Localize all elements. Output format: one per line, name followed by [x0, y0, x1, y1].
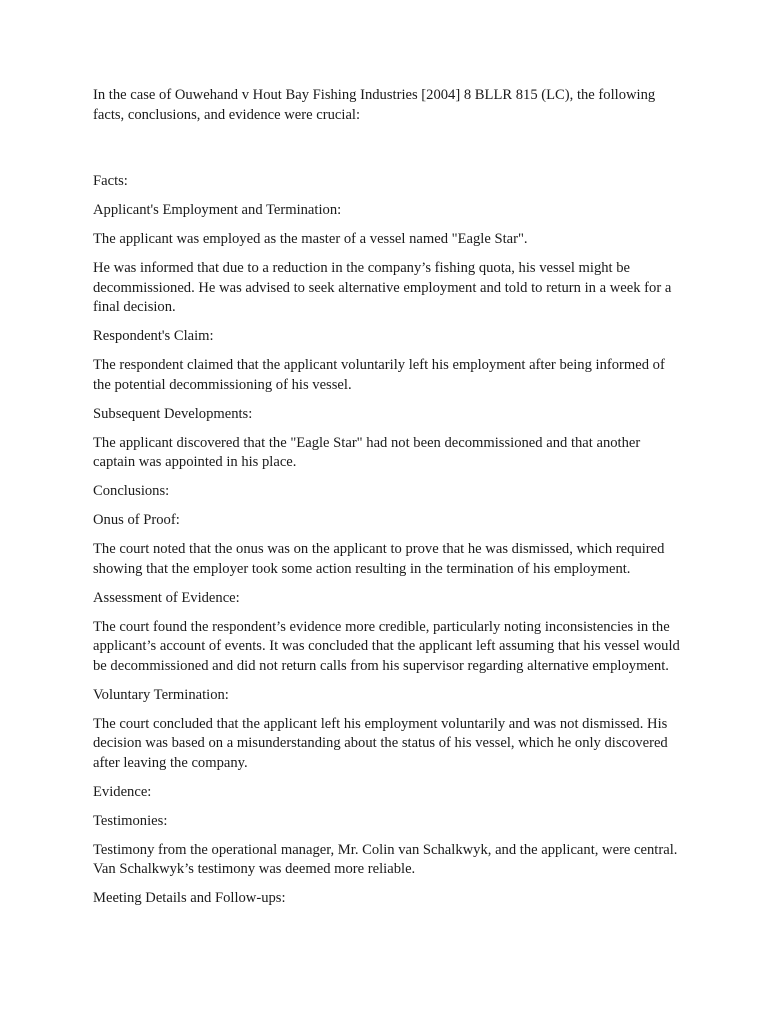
- section-heading: Onus of Proof:: [93, 512, 180, 528]
- body-paragraph: The court concluded that the applicant left his employment voluntarily and was not dismissed. His decision was based on a misunderstanding about the status of his vessel, which he only discovered after leaving the company.: [93, 715, 668, 771]
- body-paragraph: He was informed that due to a reduction in the company’s fishing quota, his vessel might be decommissioned. He was advised to seek alternative employment and told to return in a week for a final decision.: [93, 260, 672, 315]
- section-heading: Assessment of Evidence:: [93, 589, 240, 606]
- document-body: [93, 172, 685, 909]
- section-heading: Voluntary Termination:: [93, 686, 229, 703]
- section-heading: Testimonies:: [93, 812, 168, 829]
- body-paragraph: The court found the respondent’s evidence more credible, particularly noting inconsistencies in the applicant’s account of events. It was concluded that the applicant left assuming that his vessel would be decommissioned and did not return calls from his supervisor regarding alternative employment.: [93, 618, 680, 674]
- section-heading: Evidence:: [93, 783, 152, 800]
- body-paragraph: The applicant was employed as the master of a vessel named "Eagle Star".: [93, 231, 528, 247]
- section-heading: Respondent's Claim:: [93, 328, 214, 344]
- section-heading: Facts:: [93, 173, 128, 189]
- body-paragraph: The respondent claimed that the applicant voluntarily left his employment after being informed of the potential decommissioning of his vessel.: [93, 357, 665, 393]
- section-heading: Conclusions:: [93, 483, 170, 499]
- document-page: [93, 86, 685, 918]
- section-heading: Applicant's Employment and Termination:: [93, 202, 342, 218]
- section-heading: Subsequent Developments:: [93, 405, 253, 422]
- section-heading: Meeting Details and Follow-ups:: [93, 890, 286, 906]
- body-paragraph: The applicant discovered that the "Eagle Star" had not been decommissioned and that another captain was appointed in his place.: [93, 434, 641, 470]
- body-paragraph: The court noted that the onus was on the applicant to prove that he was dismissed, which required showing that the employer took some action resulting in the termination of his employment.: [93, 541, 665, 577]
- intro-paragraph: In the case of Ouwehand v Hout Bay Fishing Industries [2004] 8 BLLR 815 (LC), the following facts, conclusions, and evidence were crucial:: [93, 87, 656, 123]
- body-paragraph: Testimony from the operational manager, Mr. Colin van Schalkwyk, and the applicant, were central. Van Schalkwyk’s testimony was deemed more reliable.: [93, 841, 678, 877]
